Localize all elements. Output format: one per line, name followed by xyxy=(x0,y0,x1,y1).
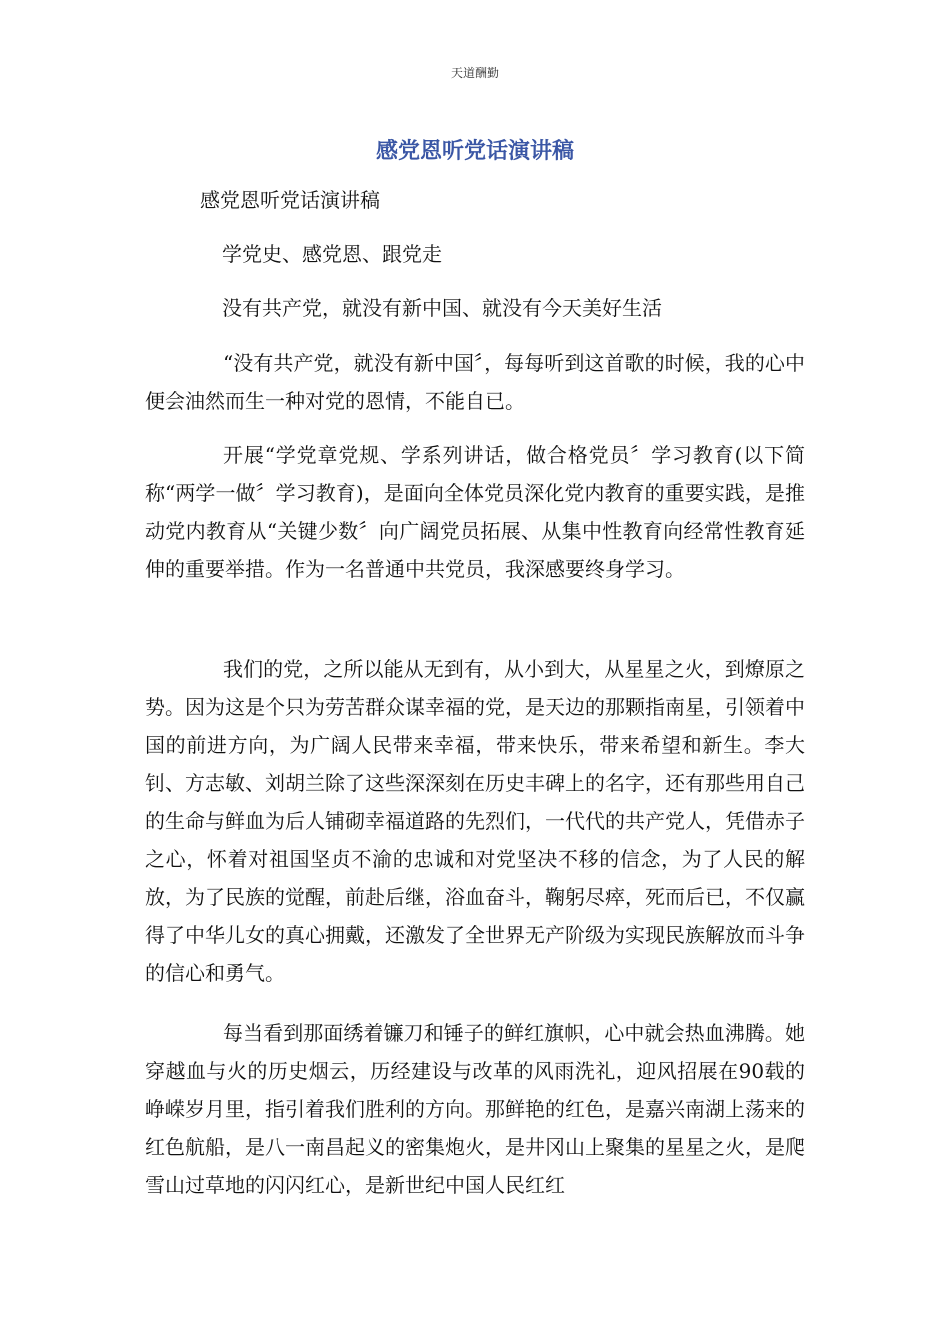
paragraph-text: 开展“学党章党规、学系列讲话，做合格党员〞学习教育(以下简称“两学一做〞学习教育)，是面向全体党员深化党内教育的重要实践，是推动党内教育从“关键少数〞向广阔党员拓展、从集中性教育向经常性教育延伸的重要举措。作为一名普通中共党员，我深感要终身学习。 xyxy=(145,443,805,581)
document-title: 感党恩听党话演讲稿 xyxy=(375,139,574,164)
page-header: 天道酬勤 xyxy=(450,66,499,80)
theme-line: 没有共产党，就没有新中国、就没有今天美好生活 xyxy=(222,296,662,320)
paragraph-text: 每当看到那面绣着镰刀和锤子的鲜红旗帜，心中就会热血沸腾。她穿越血与火的历史烟云，历经建设与改革的风雨洗礼，迎风招展在90载的峥嵘岁月里，指引着我们胜利的方向。那鲜艳的红色，是嘉兴南湖上荡来的红色航船，是八一南昌起义的密集炮火，是井冈山上聚集的星星之火，是爬雪山过草地的闪闪红心，是新世纪中国人民红红 xyxy=(145,1021,805,1197)
document-subtitle: 感党恩听党话演讲稿 xyxy=(200,188,380,212)
paragraph-text: 我们的党，之所以能从无到有，从小到大，从星星之火，到燎原之势。因为这是个只为劳苦群众谋幸福的党，是天边的那颗指南星，引领着中国的前进方向，为广阔人民带来幸福，带来快乐，带来希望和新生。李大钊、方志敏、刘胡兰除了这些深深刻在历史丰碑上的名字，还有那些用自己的生命与鲜血为后人铺砌幸福道路的先烈们，一代代的共产党人，凭借赤子之心，怀着对祖国坚贞不渝的忠诚和对党坚决不移的信念，为了人民的解放，为了民族的觉醒，前赴后继，浴血奋斗，鞠躬尽瘁，死而后已，不仅赢得了中华儿女的真心拥戴，还激发了全世界无产阶级为实现民族解放而斗争的信心和勇气。 xyxy=(145,657,805,985)
paragraph-2 xyxy=(145,436,805,588)
paragraph-3 xyxy=(145,650,805,992)
paragraph-1 xyxy=(145,344,805,420)
paragraph-4 xyxy=(145,1014,805,1204)
paragraph-text: “没有共产党，就没有新中国〞，每每听到这首歌的时候，我的心中便会油然而生一种对党的恩情，不能自已。 xyxy=(145,351,805,413)
slogan-line: 学党史、感党恩、跟党走 xyxy=(222,242,442,266)
